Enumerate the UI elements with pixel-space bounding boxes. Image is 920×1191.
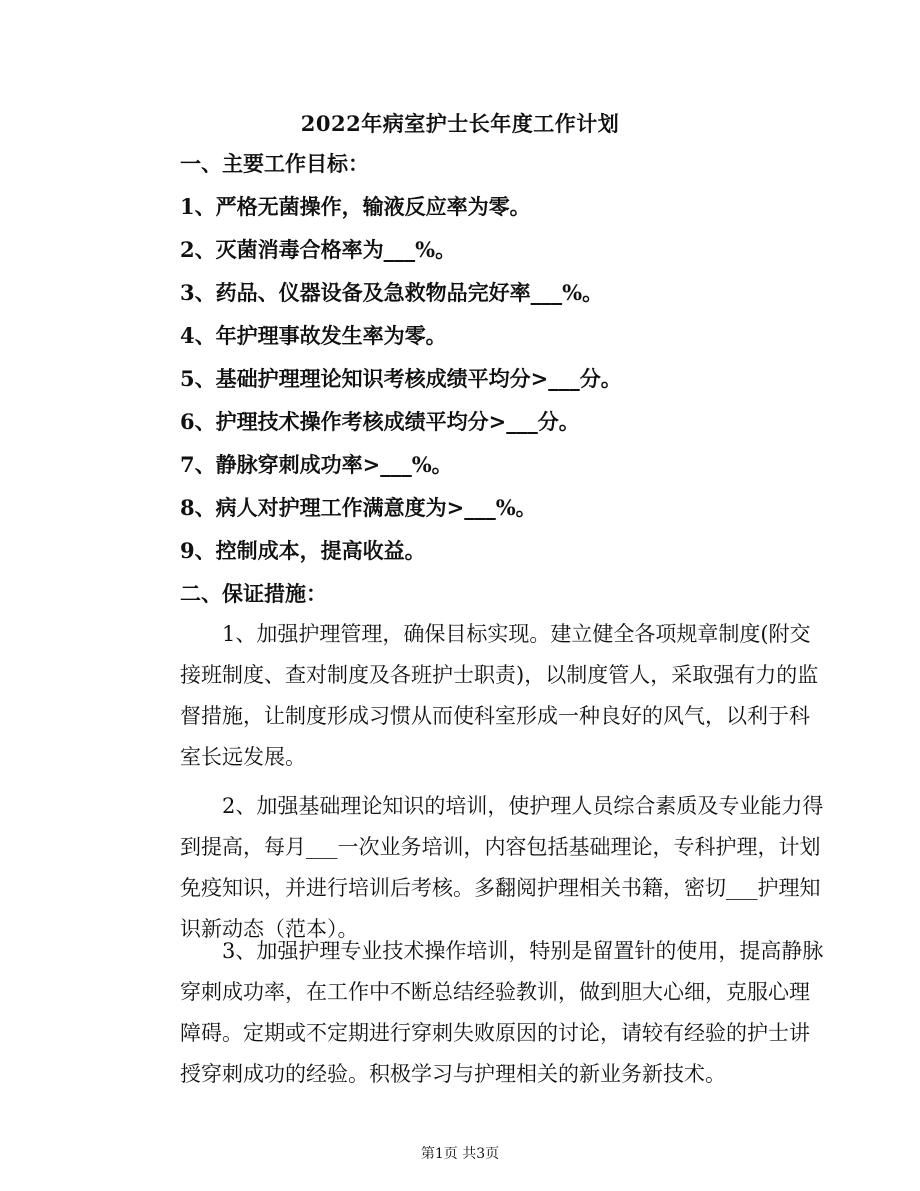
goal-item: 8、病人对护理工作满意度为>___%。: [180, 495, 537, 520]
goal-item: 7、静脉穿刺成功率>___%。: [180, 452, 453, 477]
measure-paragraph: [180, 614, 819, 778]
paragraph-line: 识新动态（范本）。: [180, 917, 359, 941]
measure-paragraph: [180, 786, 824, 950]
goal-item: 5、基础护理理论知识考核成绩平均分>___分。: [180, 366, 622, 391]
paragraph-line: 免疫知识，并进行培训后考核。多翻阅护理相关书籍，密切___护理知: [180, 876, 821, 900]
goal-item: 4、年护理事故发生率为零。: [180, 323, 447, 348]
measure-paragraph: [180, 931, 824, 1095]
paragraph-line: 3、加强护理专业技术操作培训，特别是留置针的使用，提高静脉: [222, 939, 824, 963]
document-title: 2022年病室护士长年度工作计划: [300, 111, 620, 136]
paragraph-line: 1、加强护理管理，确保目标实现。建立健全各项规章制度(附交: [222, 622, 811, 646]
paragraph-line: 穿刺成功率，在工作中不断总结经验教训，做到胆大心细，克服心理: [180, 980, 810, 1004]
goal-item: 1、严格无菌操作，输液反应率为零。: [180, 194, 531, 219]
paragraph-line: 督措施，让制度形成习惯从而使科室形成一种良好的风气，以利于科: [180, 704, 810, 728]
goal-item: 6、护理技术操作考核成绩平均分>___分。: [180, 409, 580, 434]
paragraph-line: 室长远发展。: [180, 745, 306, 769]
section-heading-measures: 二、保证措施：: [180, 581, 327, 606]
goal-item: 2、灭菌消毒合格率为___%。: [180, 237, 457, 262]
paragraph-line: 到提高，每月___一次业务培训，内容包括基础理论，专科护理，计划: [180, 835, 821, 859]
paragraph-line: 障碍。定期或不定期进行穿刺失败原因的讨论，请较有经验的护士讲: [180, 1021, 810, 1045]
paragraph-line: 接班制度、查对制度及各班护士职责)，以制度管人，采取强有力的监: [180, 663, 819, 687]
page-number-footer: 第1页 共3页: [420, 1146, 500, 1162]
goal-item: 3、药品、仪器设备及急救物品完好率___%。: [180, 280, 604, 305]
paragraph-line: 授穿刺成功的经验。积极学习与护理相关的新业务新技术。: [180, 1062, 726, 1086]
paragraph-line: 2、加强基础理论知识的培训，使护理人员综合素质及专业能力得: [222, 794, 824, 818]
section-heading-goals: 一、主要工作目标：: [180, 151, 369, 176]
goal-item: 9、控制成本，提高收益。: [180, 538, 426, 563]
